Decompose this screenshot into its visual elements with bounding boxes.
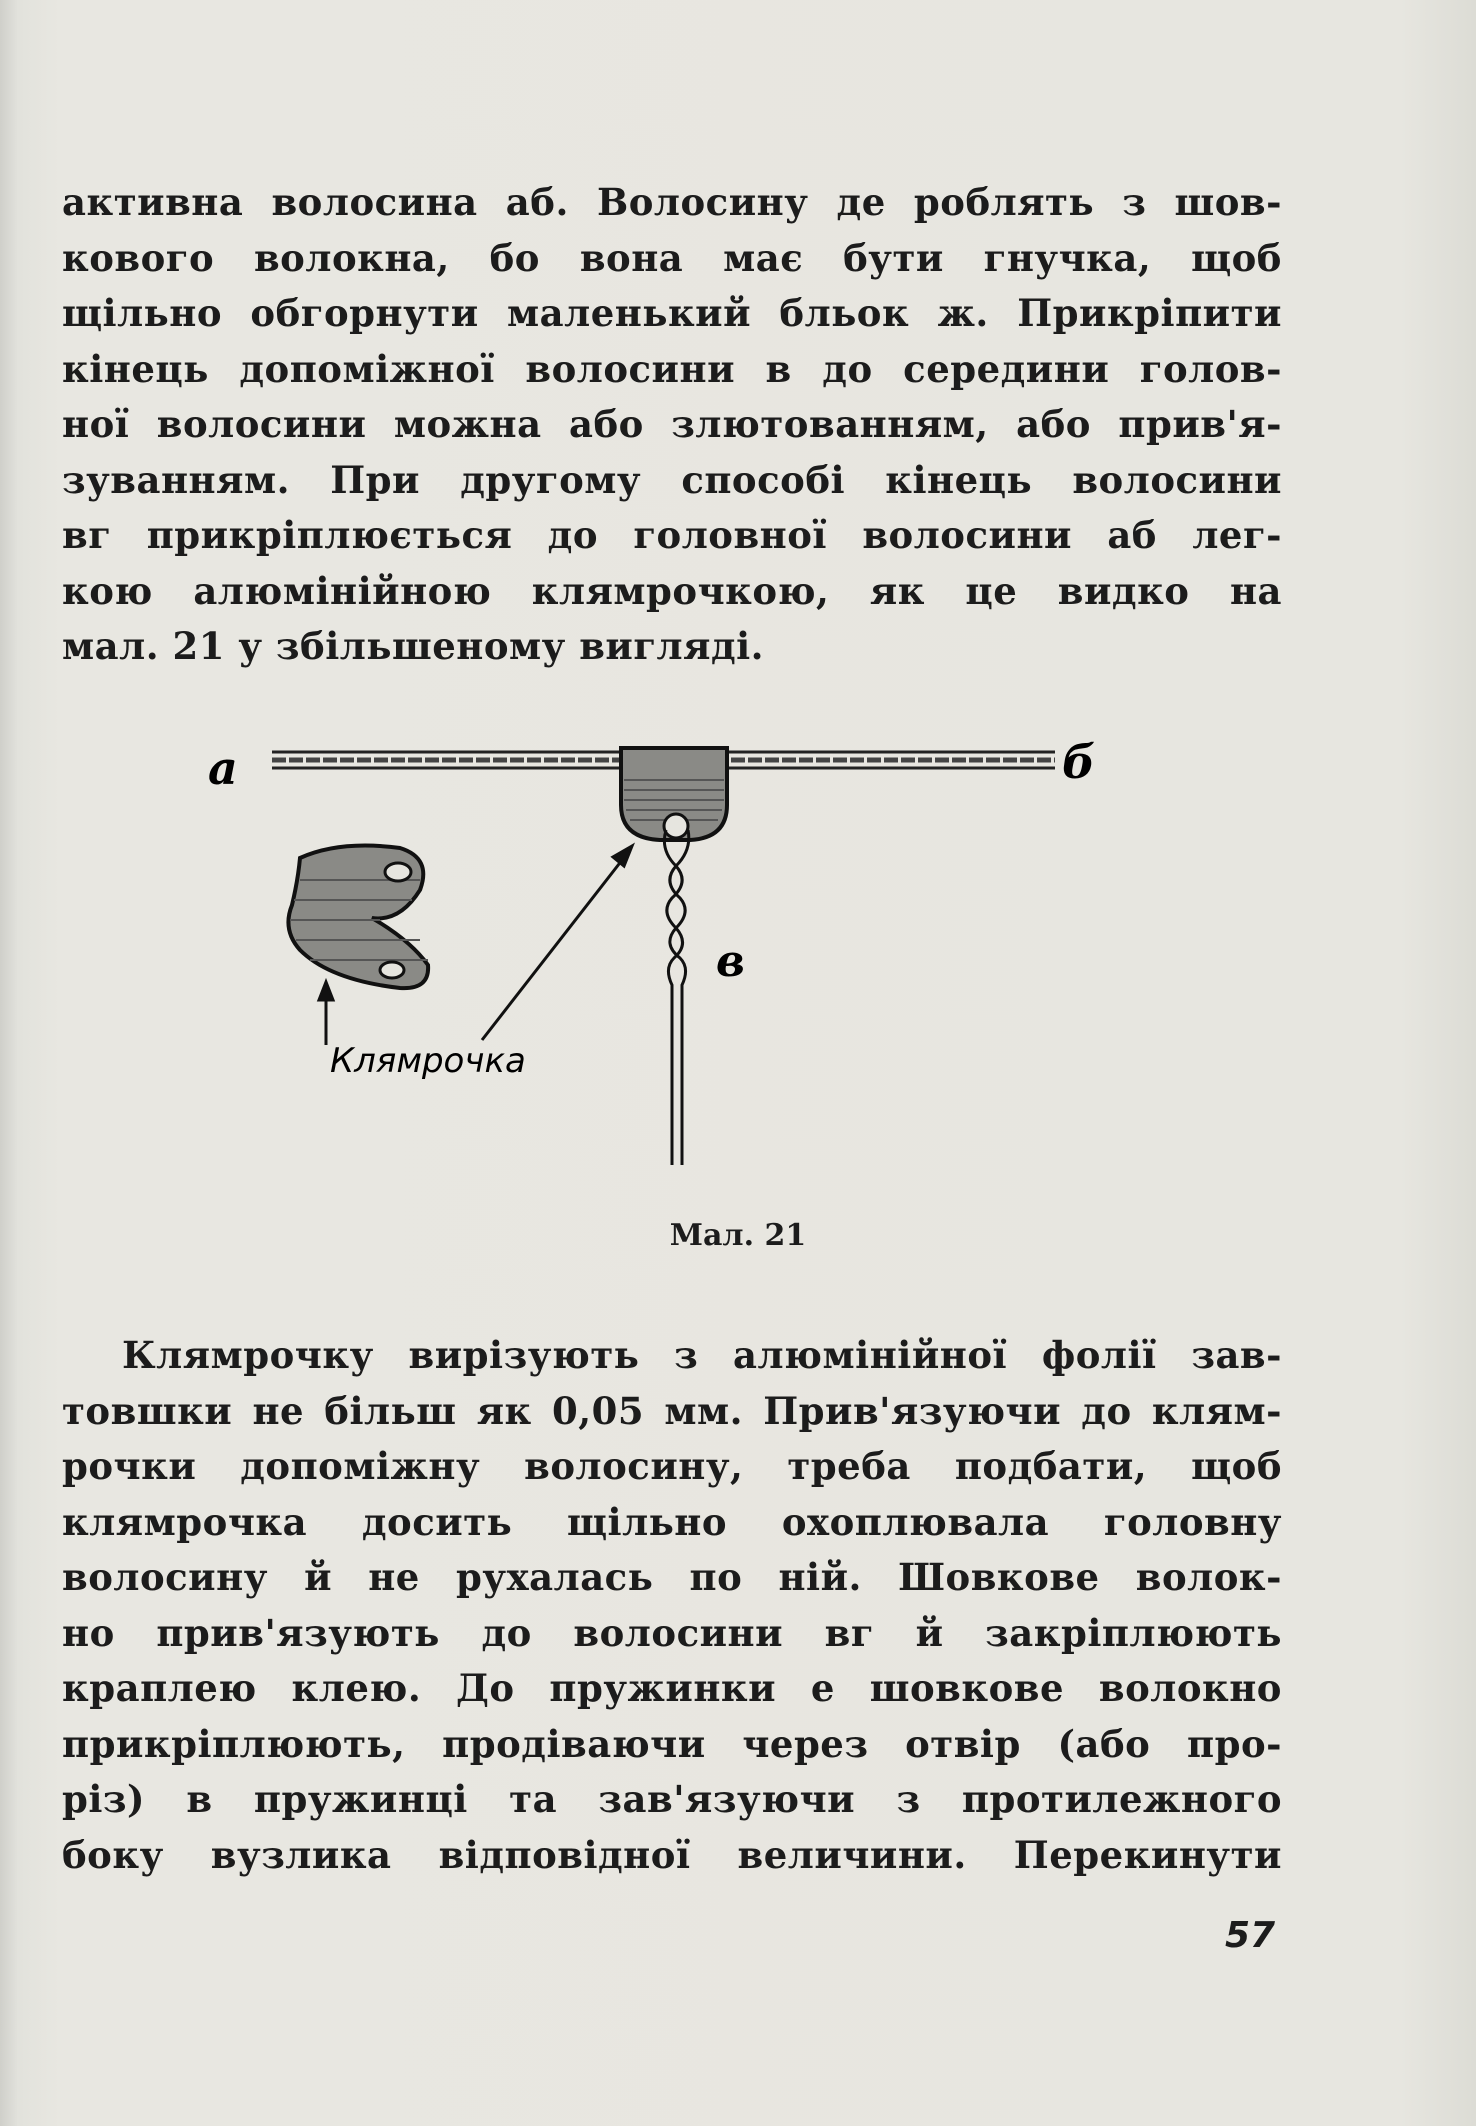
label-a: а (208, 741, 238, 795)
text-line: кового волокна, бо вона має бути гнучка, щоб (62, 235, 1282, 280)
label-v: в (716, 936, 745, 987)
clamp-attached (621, 748, 727, 840)
text-line: активна волосина аб. Волосину де роблять з шов- (62, 180, 1282, 224)
text-line: боку вузлика відповідної величини. Перекинути (62, 1832, 1282, 1877)
figure-caption: Мал. 21 (669, 1218, 807, 1253)
text-line: Клямрочку вирізують з алюмінійної фолії зав- (122, 1333, 1282, 1377)
text-line: рочки допоміжну волосину, треба подбати, щоб (62, 1444, 1282, 1488)
text-line: кою алюмінійною клямрочкою, як це видко на (62, 568, 1282, 613)
auxiliary-hair (664, 830, 688, 1165)
label-clamp: Клямрочка (330, 1041, 526, 1081)
text-line: товшки не більш як 0,05 мм. Прив'язуючи до клям- (62, 1388, 1282, 1433)
paragraph-bottom (62, 1328, 1282, 1883)
text-line: щільно обгорнути маленький бльок ж. Прикріпити (62, 291, 1282, 335)
text-line: прикріплюють, продіваючи через отвір (або про- (62, 1721, 1282, 1766)
label-b: б (1062, 735, 1096, 789)
page-number: 57 (1225, 1915, 1276, 1956)
text-line: вг прикріплюється до головної волосини аб лег- (62, 513, 1282, 557)
text-line: зуванням. При другому способі кінець волосини (62, 457, 1282, 502)
text-line: краплею клею. До пружинки е шовкове волокно (62, 1666, 1282, 1710)
clamp-detached (288, 846, 428, 989)
text-line: кінець допоміжної волосини в до середини голов- (62, 346, 1282, 391)
text-line: мал. 21 у збільшеному вигляді. (62, 624, 765, 668)
text-line: різ) в пружинці та зав'язуючи з протилежного (62, 1777, 1282, 1821)
text-line: ної волосини можна або злютованням, або прив'я- (62, 402, 1282, 446)
text-line: клямрочка досить щільно охоплювала головну (62, 1499, 1282, 1544)
text-line: волосину й не рухалась по ній. Шовкове волок- (62, 1555, 1282, 1599)
text-line: но прив'язують до волосини вг й закріплюють (62, 1610, 1282, 1655)
